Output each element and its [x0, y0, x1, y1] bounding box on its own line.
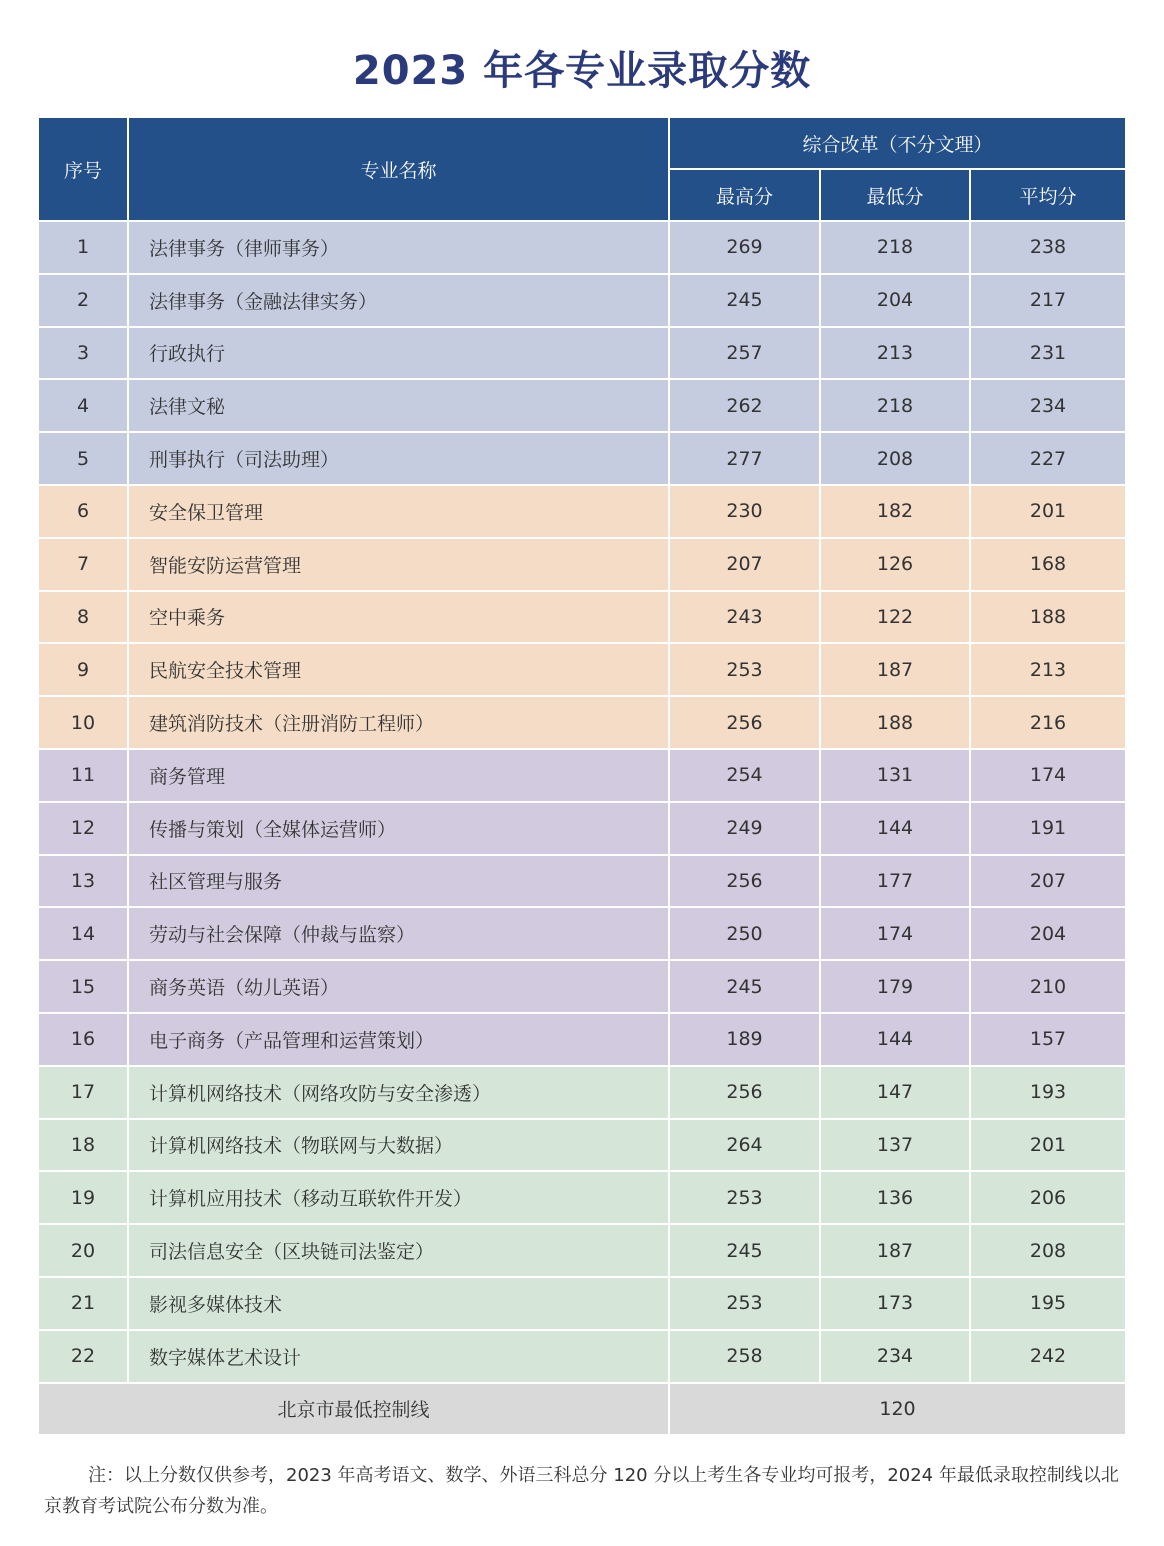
cell-major-name: 社区管理与服务 [128, 855, 669, 908]
cell-max-score: 245 [669, 960, 820, 1013]
cell-min-score: 173 [820, 1277, 970, 1330]
cell-max-score: 257 [669, 327, 820, 380]
cell-min-score: 179 [820, 960, 970, 1013]
cell-avg-score: 216 [970, 696, 1126, 749]
header-index: 序号 [38, 117, 128, 221]
cell-avg-score: 195 [970, 1277, 1126, 1330]
cell-major-name: 行政执行 [128, 327, 669, 380]
cell-max-score: 245 [669, 1224, 820, 1277]
cell-min-score: 137 [820, 1119, 970, 1172]
cell-index: 17 [38, 1066, 128, 1119]
cell-max-score: 256 [669, 1066, 820, 1119]
control-line-value: 120 [669, 1383, 1126, 1435]
cell-index: 22 [38, 1330, 128, 1383]
cell-min-score: 208 [820, 432, 970, 485]
cell-max-score: 269 [669, 221, 820, 274]
cell-major-name: 建筑消防技术（注册消防工程师） [128, 696, 669, 749]
cell-avg-score: 234 [970, 379, 1126, 432]
table-row [38, 907, 1126, 960]
table-row [38, 855, 1126, 908]
table-row [38, 1224, 1126, 1277]
cell-major-name: 法律事务（律师事务） [128, 221, 669, 274]
cell-major-name: 影视多媒体技术 [128, 1277, 669, 1330]
cell-major-name: 民航安全技术管理 [128, 643, 669, 696]
cell-index: 18 [38, 1119, 128, 1172]
cell-avg-score: 191 [970, 802, 1126, 855]
table-row [38, 485, 1126, 538]
header-major-name: 专业名称 [128, 117, 669, 221]
cell-max-score: 253 [669, 1277, 820, 1330]
cell-min-score: 204 [820, 274, 970, 327]
cell-min-score: 126 [820, 538, 970, 591]
table-row [38, 327, 1126, 380]
cell-max-score: 264 [669, 1119, 820, 1172]
cell-min-score: 218 [820, 379, 970, 432]
cell-min-score: 122 [820, 591, 970, 644]
cell-major-name: 空中乘务 [128, 591, 669, 644]
cell-avg-score: 188 [970, 591, 1126, 644]
cell-max-score: 258 [669, 1330, 820, 1383]
cell-index: 10 [38, 696, 128, 749]
cell-avg-score: 201 [970, 485, 1126, 538]
cell-avg-score: 208 [970, 1224, 1126, 1277]
header-max-score: 最高分 [669, 169, 820, 221]
cell-max-score: 250 [669, 907, 820, 960]
cell-min-score: 144 [820, 802, 970, 855]
cell-min-score: 187 [820, 643, 970, 696]
cell-major-name: 劳动与社会保障（仲裁与监察） [128, 907, 669, 960]
cell-min-score: 234 [820, 1330, 970, 1383]
table-row [38, 274, 1126, 327]
cell-avg-score: 157 [970, 1013, 1126, 1066]
cell-avg-score: 206 [970, 1171, 1126, 1224]
table-row [38, 1013, 1126, 1066]
cell-index: 7 [38, 538, 128, 591]
cell-max-score: 189 [669, 1013, 820, 1066]
cell-max-score: 245 [669, 274, 820, 327]
cell-max-score: 207 [669, 538, 820, 591]
cell-index: 8 [38, 591, 128, 644]
cell-major-name: 计算机应用技术（移动互联软件开发） [128, 1171, 669, 1224]
cell-index: 3 [38, 327, 128, 380]
cell-avg-score: 210 [970, 960, 1126, 1013]
cell-min-score: 182 [820, 485, 970, 538]
cell-min-score: 174 [820, 907, 970, 960]
header-avg-score: 平均分 [970, 169, 1126, 221]
cell-max-score: 253 [669, 1171, 820, 1224]
cell-index: 11 [38, 749, 128, 802]
cell-major-name: 智能安防运营管理 [128, 538, 669, 591]
cell-avg-score: 201 [970, 1119, 1126, 1172]
cell-major-name: 安全保卫管理 [128, 485, 669, 538]
cell-avg-score: 213 [970, 643, 1126, 696]
cell-max-score: 243 [669, 591, 820, 644]
cell-avg-score: 217 [970, 274, 1126, 327]
cell-index: 16 [38, 1013, 128, 1066]
cell-avg-score: 168 [970, 538, 1126, 591]
table-row [38, 432, 1126, 485]
cell-max-score: 254 [669, 749, 820, 802]
cell-avg-score: 231 [970, 327, 1126, 380]
cell-min-score: 144 [820, 1013, 970, 1066]
cell-major-name: 数字媒体艺术设计 [128, 1330, 669, 1383]
cell-index: 19 [38, 1171, 128, 1224]
cell-max-score: 277 [669, 432, 820, 485]
admission-scores-table [37, 116, 1127, 1436]
control-line-label: 北京市最低控制线 [38, 1383, 669, 1435]
cell-max-score: 230 [669, 485, 820, 538]
table-row [38, 749, 1126, 802]
cell-min-score: 136 [820, 1171, 970, 1224]
cell-avg-score: 204 [970, 907, 1126, 960]
table-row [38, 643, 1126, 696]
cell-min-score: 187 [820, 1224, 970, 1277]
table-row [38, 1277, 1126, 1330]
cell-major-name: 计算机网络技术（物联网与大数据） [128, 1119, 669, 1172]
cell-major-name: 传播与策划（全媒体运营师） [128, 802, 669, 855]
cell-index: 15 [38, 960, 128, 1013]
table-row [38, 1330, 1126, 1383]
footnote: 注：以上分数仅供参考，2023 年高考语文、数学、外语三科总分 120 分以上考生各专业均可报考，2024 年最低录取控制线以北京教育考试院公布分数为准。 [44, 1465, 1119, 1517]
cell-major-name: 法律文秘 [128, 379, 669, 432]
cell-max-score: 249 [669, 802, 820, 855]
table-row [38, 1066, 1126, 1119]
table-row [38, 696, 1126, 749]
cell-max-score: 256 [669, 855, 820, 908]
table-row [38, 1119, 1126, 1172]
cell-index: 20 [38, 1224, 128, 1277]
cell-index: 2 [38, 274, 128, 327]
cell-index: 1 [38, 221, 128, 274]
cell-avg-score: 238 [970, 221, 1126, 274]
cell-max-score: 253 [669, 643, 820, 696]
control-line-row [38, 1383, 1126, 1435]
cell-min-score: 213 [820, 327, 970, 380]
page-title: 2023 年各专业录取分数 [352, 48, 812, 94]
header-min-score: 最低分 [820, 169, 970, 221]
cell-avg-score: 227 [970, 432, 1126, 485]
table-row [38, 1171, 1126, 1224]
cell-major-name: 电子商务（产品管理和运营策划） [128, 1013, 669, 1066]
cell-index: 21 [38, 1277, 128, 1330]
cell-major-name: 商务管理 [128, 749, 669, 802]
cell-min-score: 188 [820, 696, 970, 749]
cell-index: 13 [38, 855, 128, 908]
cell-max-score: 262 [669, 379, 820, 432]
cell-index: 4 [38, 379, 128, 432]
cell-major-name: 法律事务（金融法律实务） [128, 274, 669, 327]
cell-index: 5 [38, 432, 128, 485]
cell-avg-score: 242 [970, 1330, 1126, 1383]
cell-avg-score: 207 [970, 855, 1126, 908]
table-header [38, 117, 1126, 221]
table-row [38, 379, 1126, 432]
cell-index: 9 [38, 643, 128, 696]
cell-min-score: 218 [820, 221, 970, 274]
cell-major-name: 商务英语（幼儿英语） [128, 960, 669, 1013]
cell-max-score: 256 [669, 696, 820, 749]
cell-avg-score: 174 [970, 749, 1126, 802]
cell-min-score: 131 [820, 749, 970, 802]
cell-min-score: 177 [820, 855, 970, 908]
cell-major-name: 计算机网络技术（网络攻防与安全渗透） [128, 1066, 669, 1119]
table-row [38, 221, 1126, 274]
cell-index: 6 [38, 485, 128, 538]
table-row [38, 591, 1126, 644]
table-row [38, 802, 1126, 855]
cell-major-name: 司法信息安全（区块链司法鉴定） [128, 1224, 669, 1277]
table-row [38, 960, 1126, 1013]
cell-avg-score: 193 [970, 1066, 1126, 1119]
header-group: 综合改革（不分文理） [669, 117, 1126, 169]
cell-major-name: 刑事执行（司法助理） [128, 432, 669, 485]
cell-index: 12 [38, 802, 128, 855]
table-body [38, 221, 1126, 1383]
table-row [38, 538, 1126, 591]
cell-index: 14 [38, 907, 128, 960]
cell-min-score: 147 [820, 1066, 970, 1119]
